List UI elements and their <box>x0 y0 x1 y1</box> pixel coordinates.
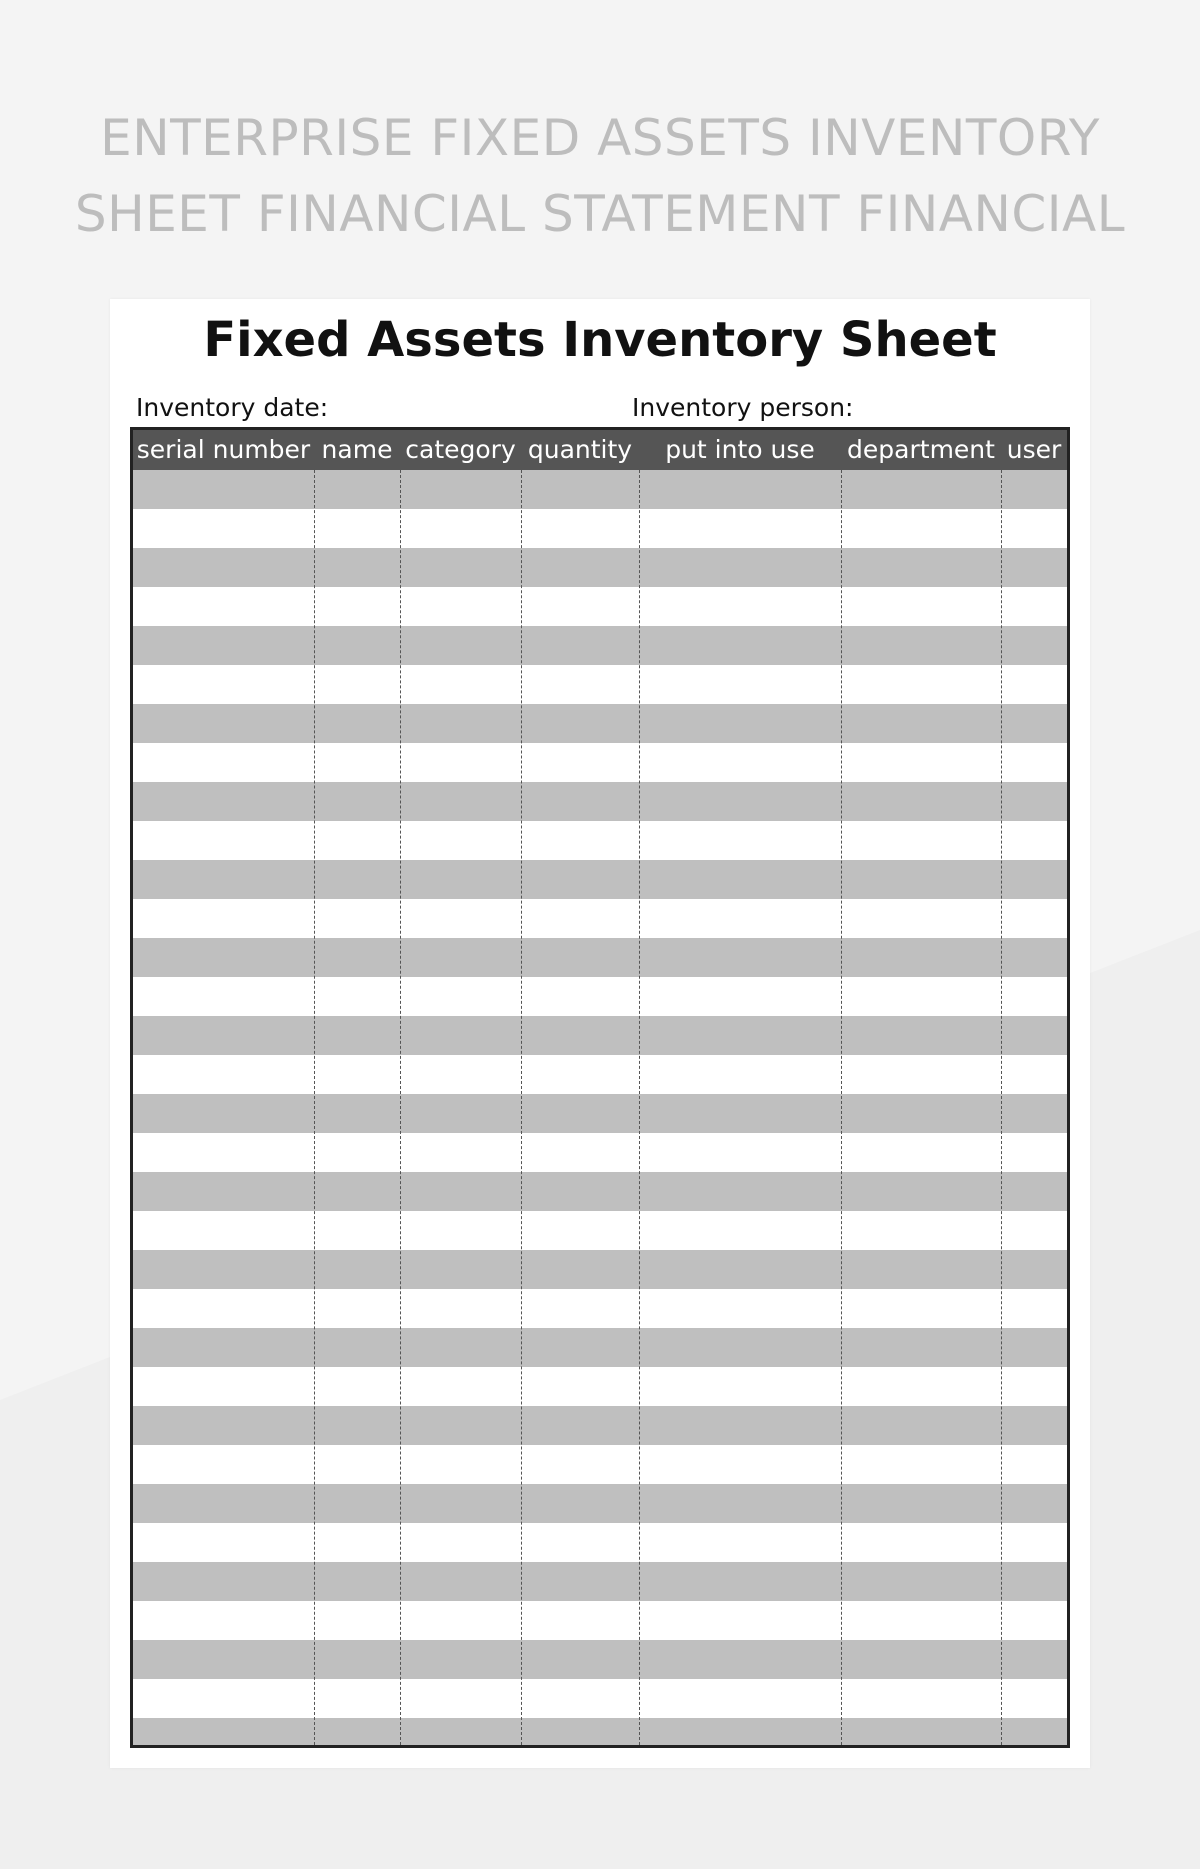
sheet-title: Fixed Assets Inventory Sheet <box>203 312 997 368</box>
table-row <box>133 860 1067 899</box>
table-row <box>133 1484 1067 1523</box>
table-row <box>133 743 1067 782</box>
table-row <box>133 626 1067 665</box>
column-header-name: name <box>321 435 393 464</box>
table-row <box>133 1406 1067 1445</box>
column-divider <box>841 470 842 1745</box>
column-header-department: department <box>847 435 995 464</box>
table-row <box>133 665 1067 704</box>
table-row <box>133 1016 1067 1055</box>
table-row <box>133 1445 1067 1484</box>
banner-title <box>0 100 1200 252</box>
table-row <box>133 1328 1067 1367</box>
table-row <box>133 821 1067 860</box>
column-header-serial-number: serial number <box>136 435 311 464</box>
table-row <box>133 1055 1067 1094</box>
column-header-put-into-use: put into use <box>665 435 815 464</box>
table-row <box>133 782 1067 821</box>
column-header-user: user <box>1006 435 1062 464</box>
table-row <box>133 899 1067 938</box>
banner-title-line-2: SHEET FINANCIAL STATEMENT FINANCIAL <box>74 185 1126 243</box>
column-header-category: category <box>405 435 516 464</box>
table-row <box>133 704 1067 743</box>
column-divider <box>639 470 640 1745</box>
column-divider <box>400 470 401 1745</box>
inventory-table <box>130 427 1070 1748</box>
table-row <box>133 1640 1067 1679</box>
inventory-date-label: Inventory date: <box>136 393 329 422</box>
table-row <box>133 1679 1067 1718</box>
table-row <box>133 1172 1067 1211</box>
banner-title-line-1: ENTERPRISE FIXED ASSETS INVENTORY <box>100 109 1100 167</box>
table-row <box>133 470 1067 509</box>
table-row <box>133 1250 1067 1289</box>
table-row <box>133 1094 1067 1133</box>
inventory-sheet <box>110 299 1090 1768</box>
table-row <box>133 1601 1067 1640</box>
table-row <box>133 1211 1067 1250</box>
table-row <box>133 938 1067 977</box>
table-row <box>133 1718 1067 1748</box>
inventory-person-label: Inventory person: <box>632 393 854 422</box>
table-row <box>133 1289 1067 1328</box>
table-row <box>133 1133 1067 1172</box>
table-header <box>133 430 1067 470</box>
table-row <box>133 977 1067 1016</box>
column-divider <box>521 470 522 1745</box>
table-row <box>133 1523 1067 1562</box>
table-row <box>133 587 1067 626</box>
table-row <box>133 548 1067 587</box>
table-row <box>133 509 1067 548</box>
column-header-quantity: quantity <box>527 435 633 464</box>
table-row <box>133 1562 1067 1601</box>
table-row <box>133 1367 1067 1406</box>
column-divider <box>1001 470 1002 1745</box>
column-divider <box>314 470 315 1745</box>
